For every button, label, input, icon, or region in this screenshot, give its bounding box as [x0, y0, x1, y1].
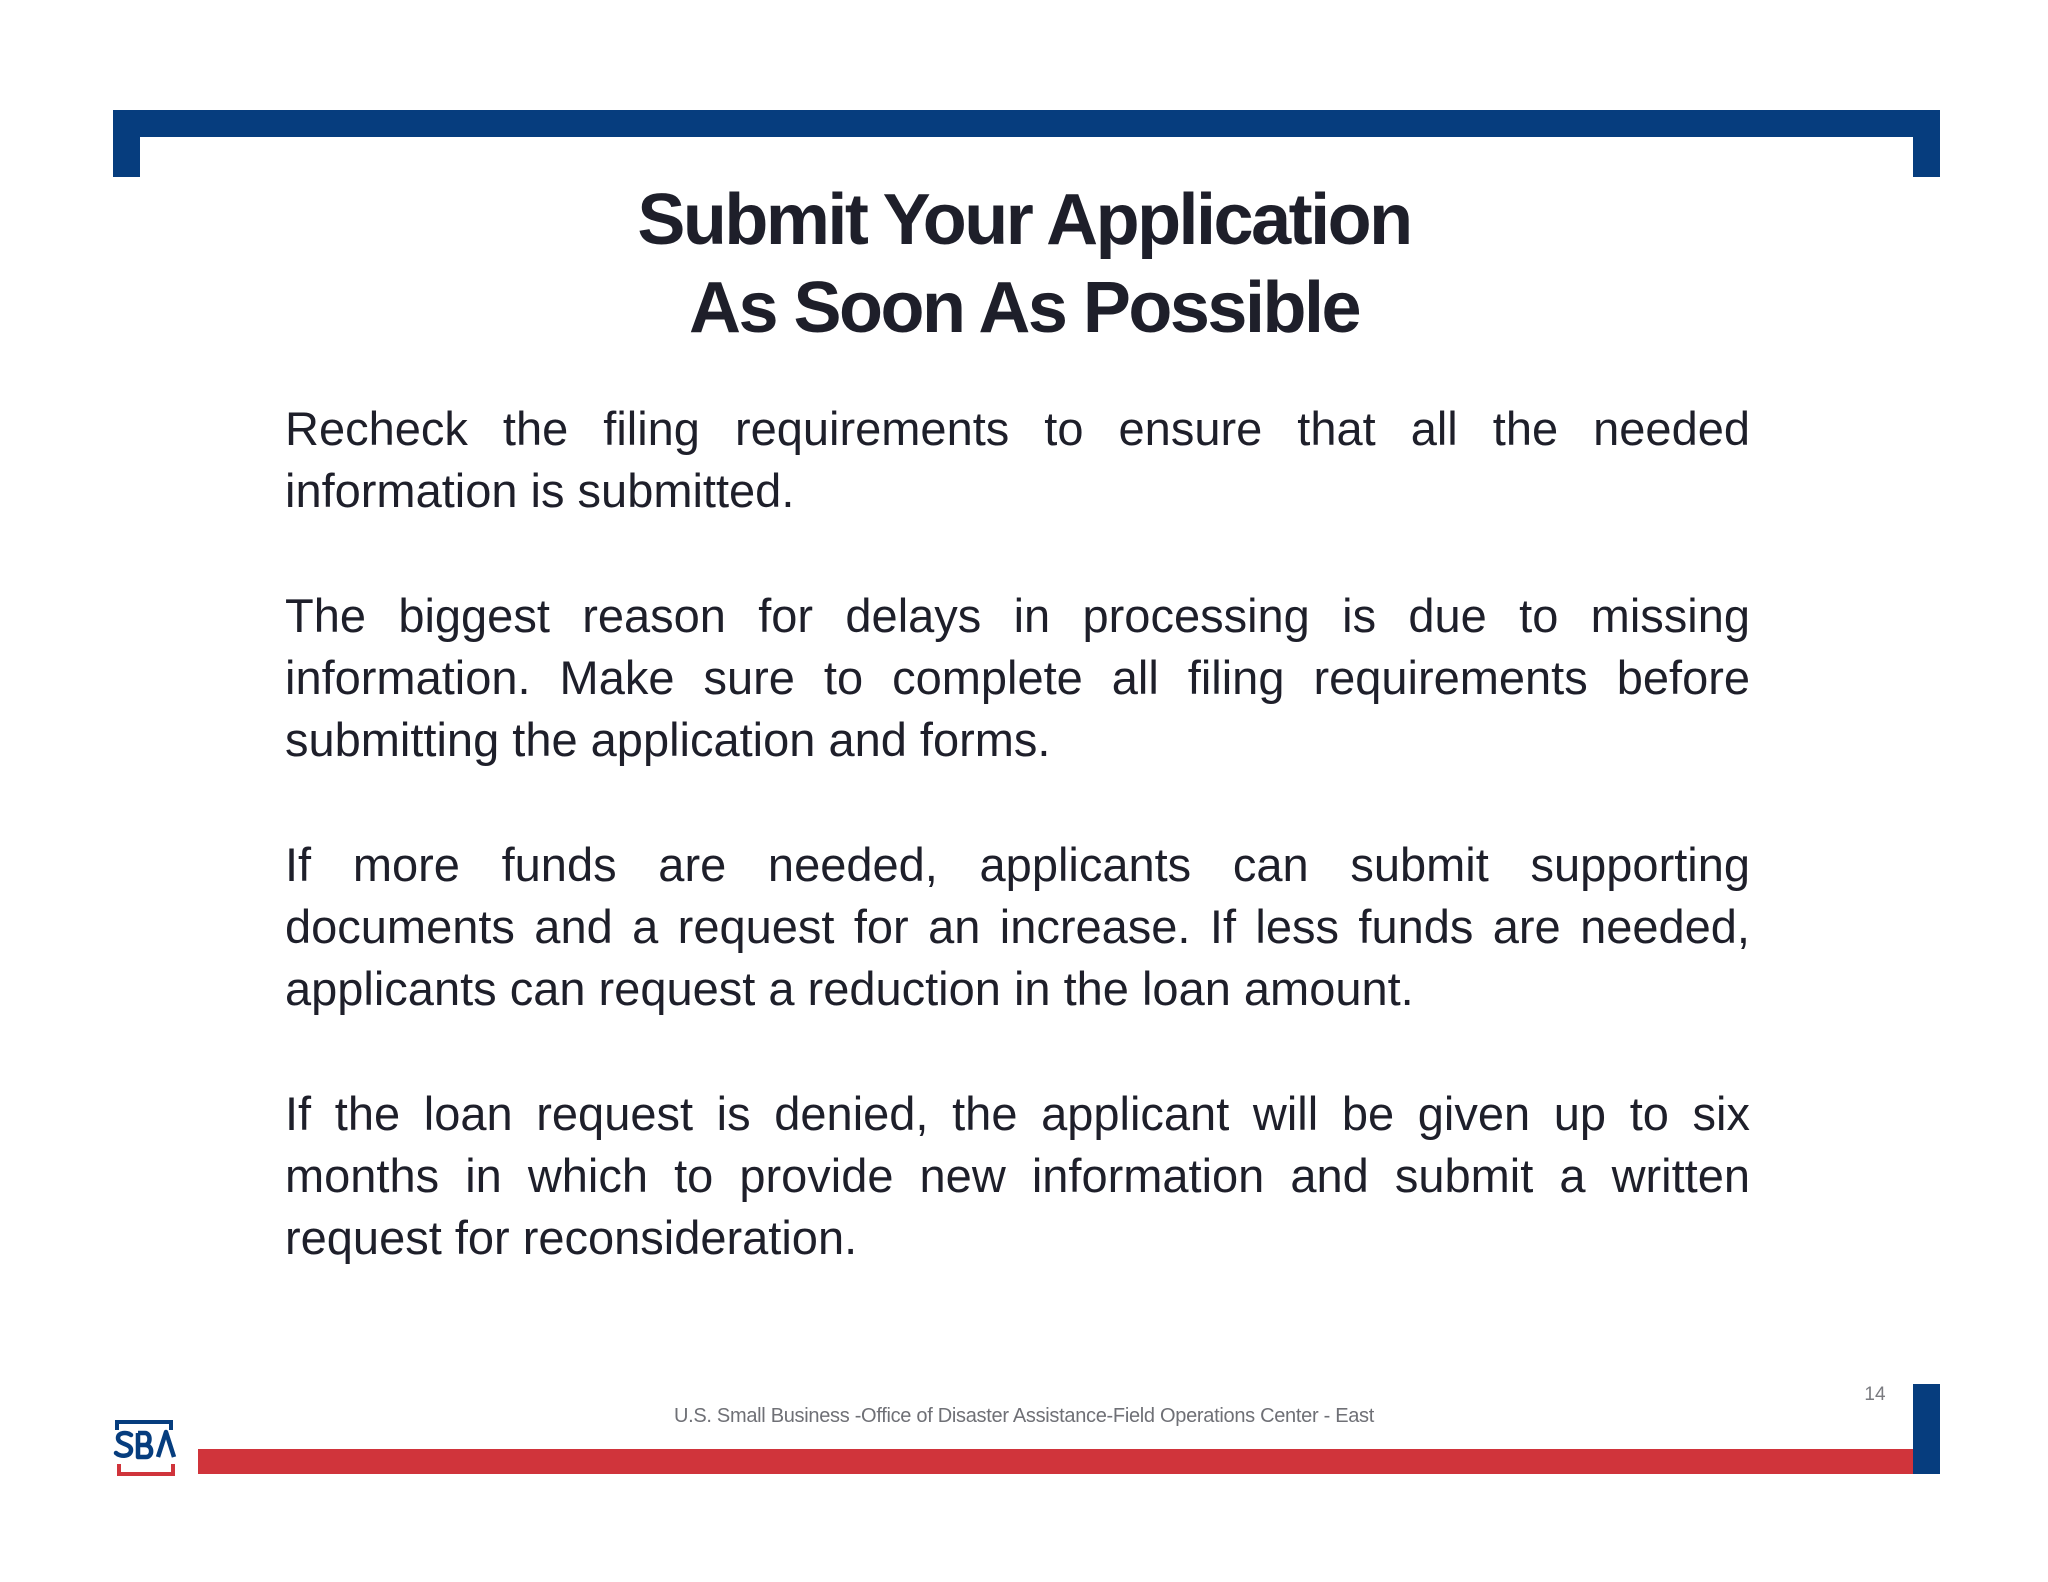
paragraph-denied: If the loan request is denied, the applicant will be given up to six months in which to provide new information and submit a written request for reconsideration.: [285, 1087, 1750, 1264]
top-frame-left-corner: [113, 110, 140, 177]
title-line-2: As Soon As Possible: [688, 268, 1359, 348]
paragraph-recheck: Recheck the filing requirements to ensure that all the needed information is submitted.: [285, 402, 1750, 517]
bottom-frame-corner-notch: [1913, 1449, 1940, 1474]
page-number: 14: [1864, 1384, 1886, 1405]
top-frame-bar: [113, 110, 1940, 137]
paragraph-funds: If more funds are needed, applicants can submit supporting documents and a request for an increase. If less funds are needed, applicants can request a reduction in the loan amount.: [285, 838, 1750, 1015]
top-frame-right-corner: [1913, 110, 1940, 177]
slide-title: [0, 176, 2048, 352]
title-line-1: Submit Your Application: [637, 180, 1411, 260]
bottom-red-bar: [198, 1449, 1917, 1474]
body-text: [285, 398, 1750, 1332]
paragraph-delays: The biggest reason for delays in processing is due to missing information. Make sure to complete all filing requirements before submitting the application and forms.: [285, 589, 1750, 766]
footer-text: U.S. Small Business -Office of Disaster Assistance-Field Operations Center - East: [673, 1405, 1375, 1427]
sba-logo-icon: [111, 1418, 185, 1478]
